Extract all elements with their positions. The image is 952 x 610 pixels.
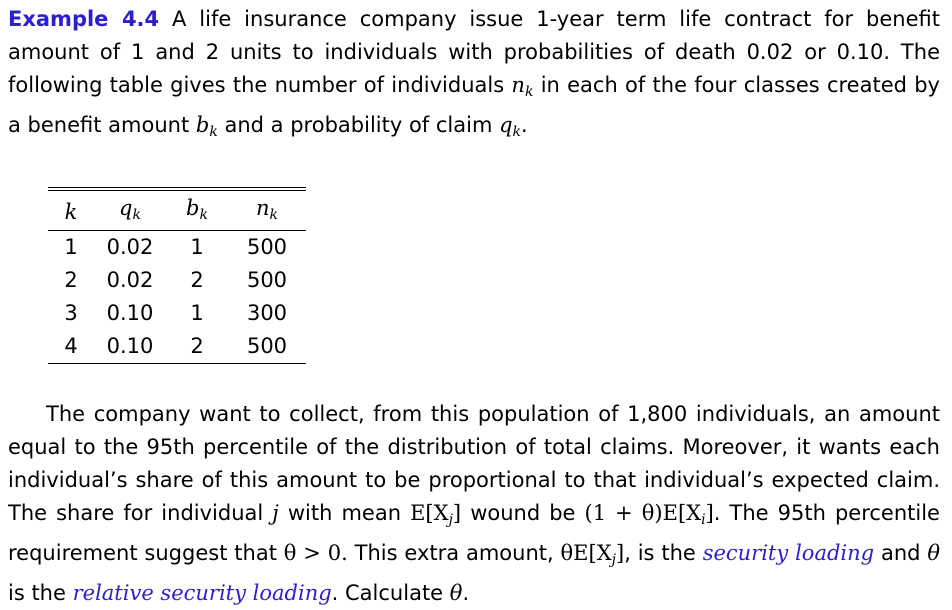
cell-q: 0.10 — [106, 334, 154, 358]
cell-n: 300 — [246, 301, 288, 325]
table-row — [48, 330, 306, 364]
var-theta: θ — [927, 541, 940, 565]
body-text-8: is the — [8, 581, 66, 605]
cell-b: 1 — [190, 235, 204, 259]
table-header-row — [48, 189, 306, 231]
classes-table — [48, 187, 306, 364]
header-k: k — [48, 189, 94, 231]
var-theta-final: θ — [449, 581, 463, 605]
term-security-loading: security loading — [702, 541, 875, 565]
cell-q: 0.02 — [106, 235, 154, 259]
header-b: $b_k$ — [166, 189, 228, 231]
expr-theta-positive: θ > 0. — [283, 541, 348, 565]
table-row — [48, 231, 306, 265]
body-paragraph — [8, 398, 940, 610]
cell-n: 500 — [246, 268, 288, 292]
cell-k: 2 — [64, 268, 78, 292]
cell-k: 3 — [64, 301, 78, 325]
intro-var-n: $n_k$ — [511, 73, 534, 100]
body-text-2: with mean — [287, 501, 402, 525]
table-row — [48, 297, 306, 330]
header-q: $q_k$ — [94, 189, 166, 231]
cell-k: 1 — [64, 235, 78, 259]
expr-mean: $E[X_j]$ — [410, 501, 462, 528]
cell-b: 2 — [190, 268, 204, 292]
body-text-5: This extra amount, — [354, 541, 554, 565]
intro-var-q: $q_k$ — [499, 113, 522, 140]
cell-n: 500 — [246, 334, 288, 358]
var-j: j — [272, 501, 279, 525]
intro-text-2: in each of the four classes created by a benefit amount — [8, 73, 940, 137]
table-row — [48, 264, 306, 297]
intro-paragraph — [8, 3, 940, 149]
body-text-6: , is the — [624, 541, 696, 565]
intro-text-1: A life insurance company issue 1-year term life contract for benefit amount of 1 and 2 units to individuals with probabilities of death 0.02 or 0.10. The following table gives the number of individuals — [8, 7, 940, 97]
expr-extra: $\theta E[X_j]$ — [560, 541, 625, 568]
cell-k: 4 — [64, 334, 78, 358]
cell-q: 0.10 — [106, 301, 154, 325]
cell-b: 1 — [190, 301, 204, 325]
body-text-3: wound be — [470, 501, 576, 525]
cell-n: 500 — [246, 235, 288, 259]
expr-loaded: $(1 + \theta)E[X_i]$ — [584, 501, 714, 528]
body-text-1: The company want to collect, from this population of 1,800 individuals, an amount equal to the 95th percentile of the distribution of total claims. Moreover, it wants each individual’s share of this amount to be proportional to that individual’s expected claim. The share for individual — [8, 402, 940, 525]
intro-text-3: and a probability of claim — [224, 113, 493, 137]
cell-q: 0.02 — [106, 268, 154, 292]
example-heading: Example 4.4 — [8, 7, 160, 31]
body-text-4: . The 95th percentile requirement suggest that — [8, 501, 940, 565]
intro-end: . — [521, 113, 528, 137]
cell-b: 2 — [190, 334, 204, 358]
body-text-7: and — [880, 541, 921, 565]
header-n: $n_k$ — [228, 189, 306, 231]
classes-table-wrapper — [48, 187, 306, 364]
body-text-9: . Calculate — [331, 581, 444, 605]
term-relative-security-loading: relative security loading — [72, 581, 332, 605]
intro-var-b: $b_k$ — [195, 113, 218, 140]
example-slide — [8, 0, 940, 610]
body-text-end: . — [462, 581, 470, 605]
